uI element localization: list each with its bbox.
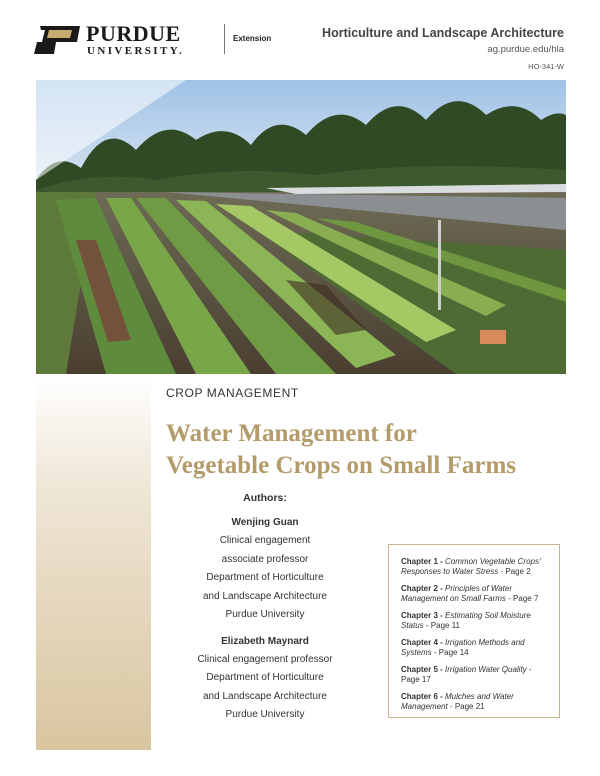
title-line-2: Vegetable Crops on Small Farms [166,452,516,479]
chapter-entry[interactable] [401,557,549,577]
chapter-page: - Page 2 [498,567,531,576]
chapter-page: - Page 11 [423,621,461,630]
author-name: Elizabeth Maynard [221,635,309,647]
cover-photo-vegetable-field [36,80,566,374]
logo-wordmark: PURDUE [86,21,181,46]
category-kicker: CROP MANAGEMENT [166,386,299,400]
chapter-page: - Page 17 [401,665,532,684]
author-affiliation-line: and Landscape Architecture [203,590,327,602]
logo-extension: Extension [233,34,272,43]
chapter-topic: Principles of Water Management on Small Farms [401,584,513,603]
authors-block [190,492,340,725]
document-code: HO-341-W [528,62,564,71]
chapter-entry[interactable] [401,638,549,658]
author-affiliation-line: Department of Horticulture [206,672,324,683]
chapter-page: - Page 7 [505,594,539,603]
chapter-page: - Page 14 [431,648,469,657]
author-affiliation-line: Purdue University [225,609,305,620]
purdue-p-mark-icon [34,26,80,54]
chapter-entry[interactable] [401,665,549,685]
department-url[interactable]: ag.purdue.edu/hla [487,44,564,55]
logo-divider [224,24,225,54]
author-affiliation-line: Clinical engagement professor [197,653,333,665]
title-line-1: Water Management for [166,420,417,447]
chapter-entry[interactable] [401,692,549,712]
logo-subtitle: UNIVERSITY. [87,45,185,57]
chapter-label: Chapter 3 - [401,611,446,620]
chapter-entry[interactable] [401,611,549,631]
author-affiliation-line: Clinical engagement [219,535,311,546]
chapter-topic: Irrigation Methods and Systems [401,638,525,657]
chapter-entry[interactable] [401,584,549,604]
chapters-box [388,544,560,718]
chapter-label: Chapter 6 - [401,692,446,701]
authors-label: Authors: [243,492,287,504]
chapter-label: Chapter 5 - [401,665,446,674]
chapter-page: - Page 21 [447,702,485,711]
purdue-logo [34,20,272,60]
author-affiliation-line: and Landscape Architecture [203,690,327,702]
author-affiliation-line: associate professor [221,553,309,565]
chapter-label: Chapter 4 - [401,638,446,647]
author-affiliation-line: Department of Horticulture [206,572,324,583]
department-name: Horticulture and Landscape Architecture [322,26,564,40]
chapter-topic: Irrigation Water Quality [445,665,527,674]
author-name: Wenjing Guan [231,517,299,528]
chapter-topic: Estimating Soil Moisture Status [401,611,531,630]
chapter-label: Chapter 1 - [401,557,446,566]
decorative-gold-band [36,374,151,750]
chapter-topic: Mulches and Water Management [401,692,514,711]
chapter-label: Chapter 2 - [401,584,446,593]
document-title [166,418,566,482]
chapter-topic: Common Vegetable Crops' Responses to Water Stress [401,557,541,576]
author-affiliation-line: Purdue University [225,709,305,720]
